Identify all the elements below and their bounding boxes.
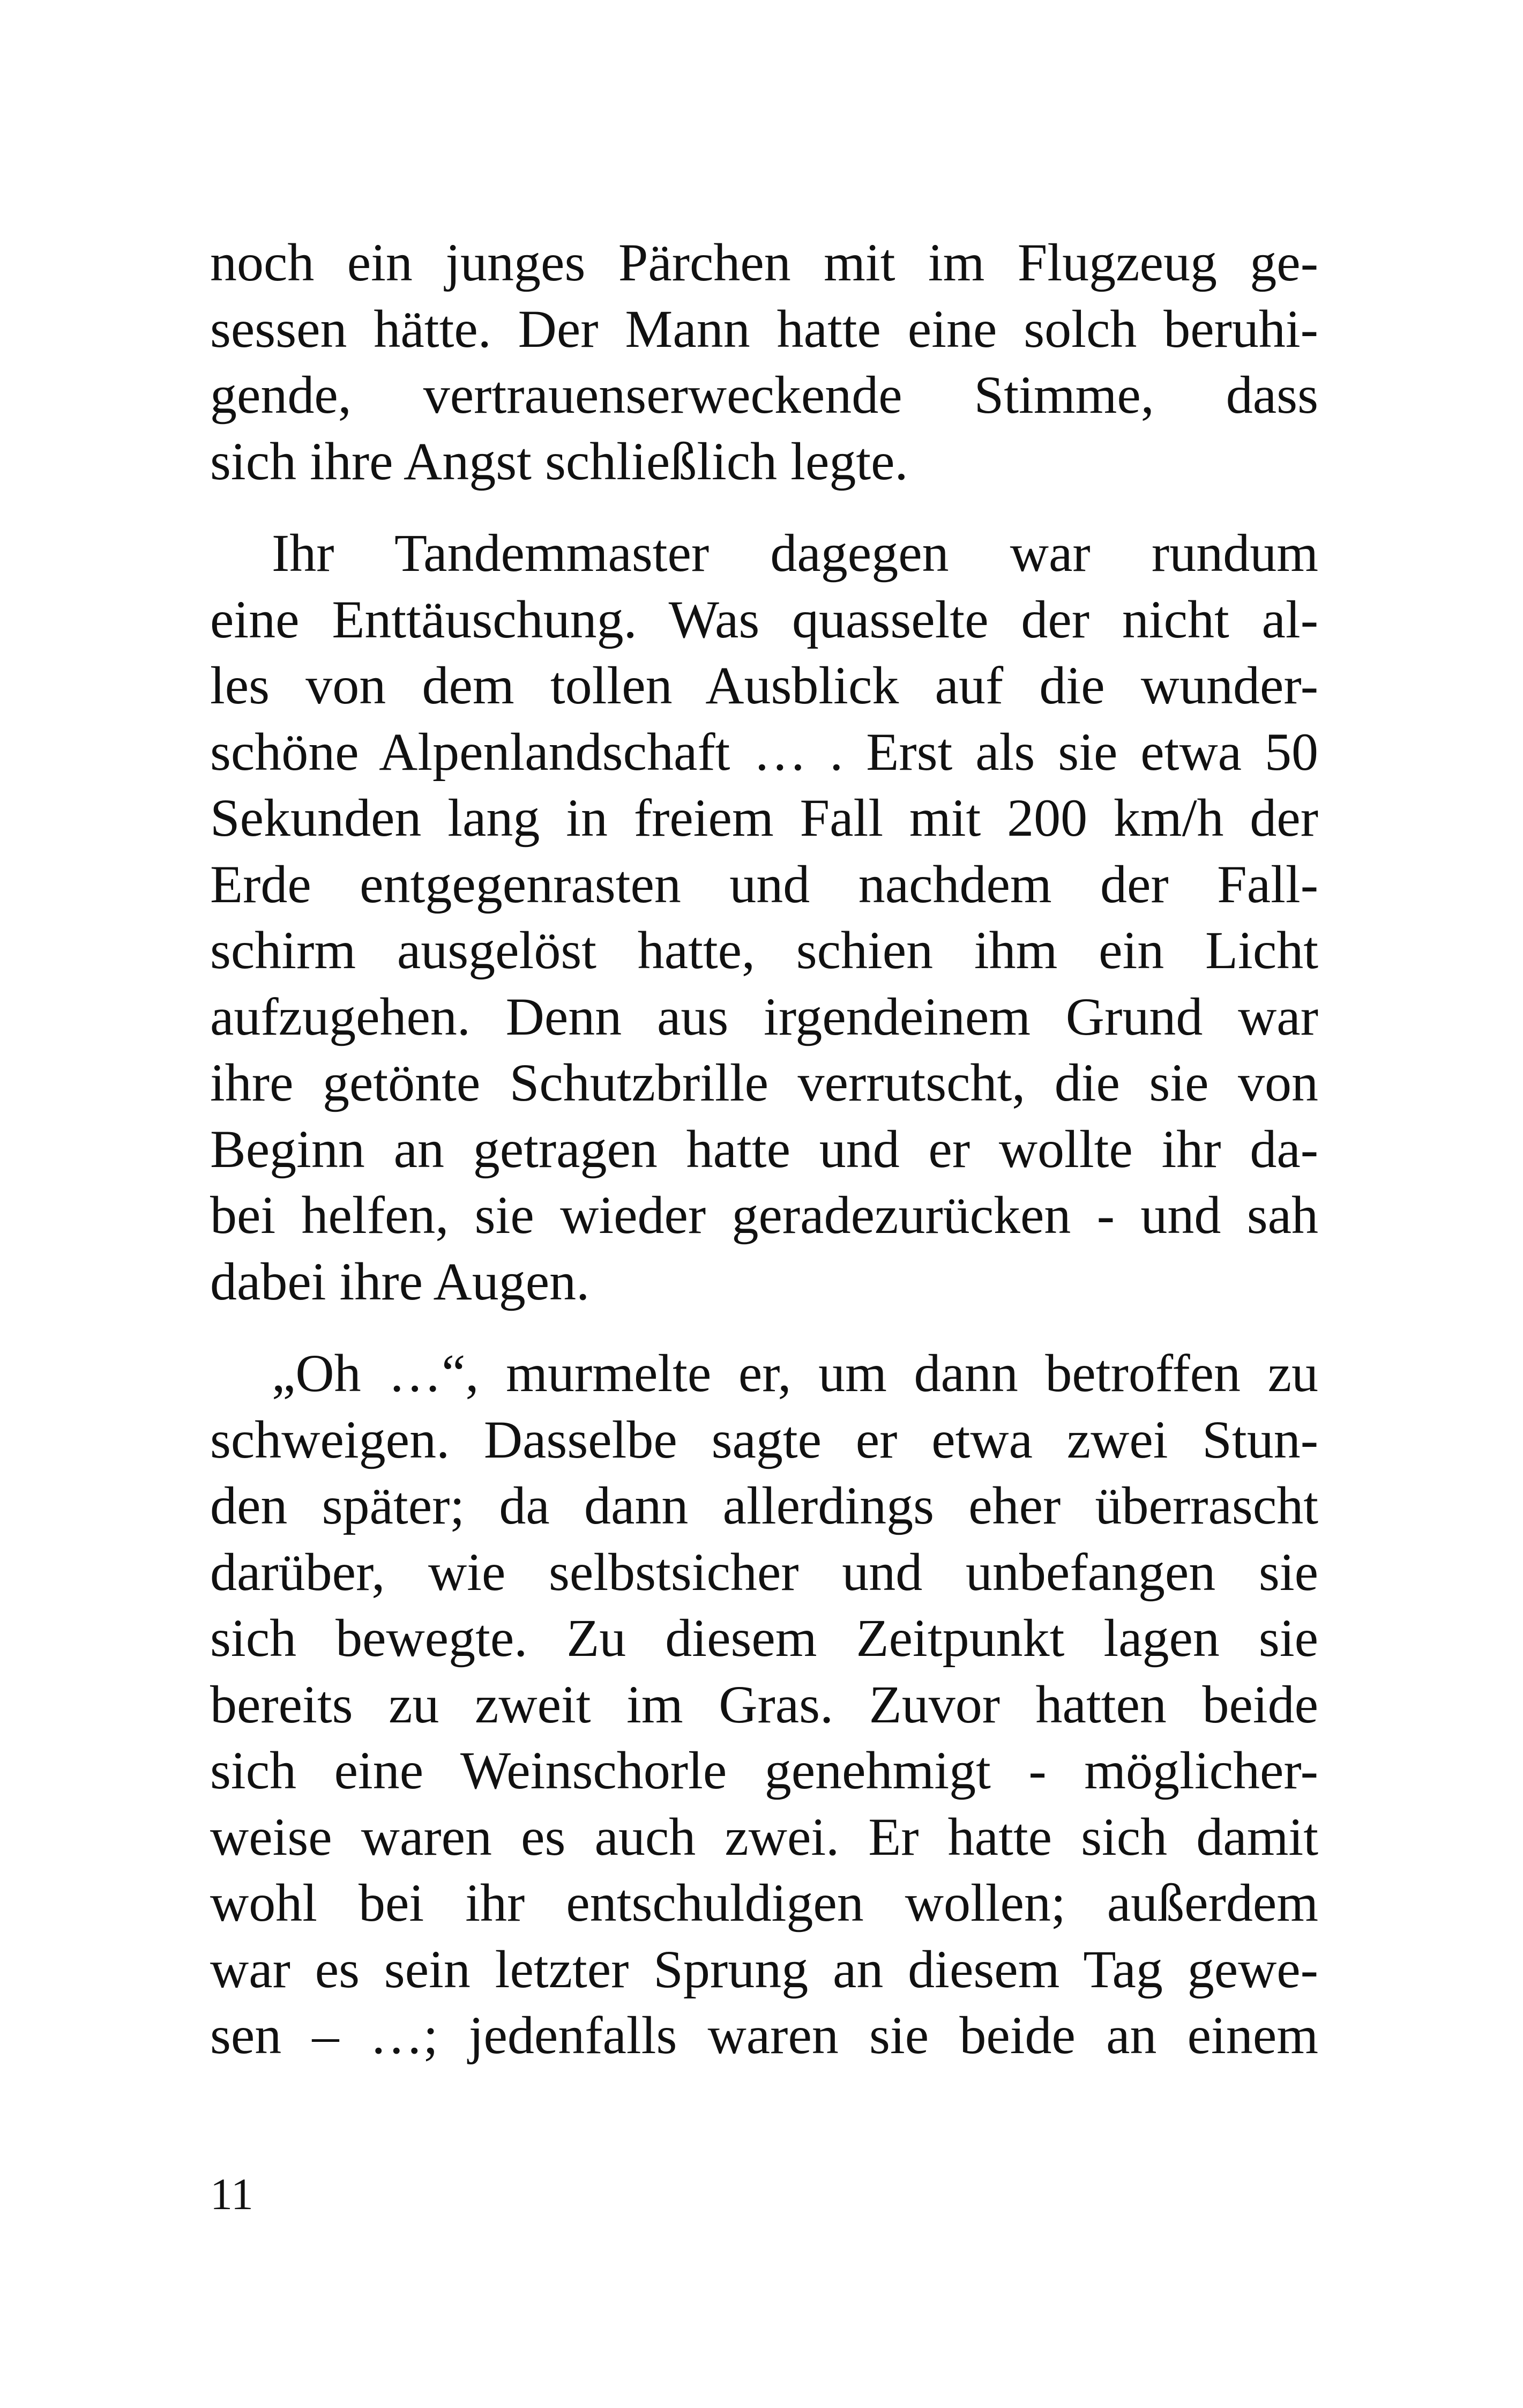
text-line: Sekunden lang in freiem Fall mit 200 km/h der: [210, 788, 1318, 848]
text-line: les von dem tollen Ausblick auf die wunder-: [210, 656, 1318, 715]
text-line: schöne Alpenlandschaft … . Erst als sie etwa 50: [210, 722, 1318, 782]
text-line: eine Enttäuschung. Was quasselte der nicht al-: [210, 589, 1318, 649]
text-line: Beginn an getragen hatte und er wollte ihr da-: [210, 1119, 1318, 1179]
text-line: dabei ihre Augen.: [210, 1251, 590, 1311]
text-line: sich eine Weinschorle genehmigt - möglicher-: [210, 1741, 1318, 1800]
paragraph-1: [210, 229, 1318, 494]
text-line: bereits zu zweit im Gras. Zuvor hatten beide: [210, 1674, 1318, 1734]
body-text: [210, 229, 1318, 2094]
text-line: schweigen. Dasselbe sagte er etwa zwei Stun-: [210, 1409, 1318, 1469]
text-line: sessen hätte. Der Mann hatte eine solch beruhi-: [210, 299, 1318, 359]
text-line: bei helfen, sie wieder geradezurücken - und sah: [210, 1185, 1318, 1245]
text-line: wohl bei ihr entschuldigen wollen; außerdem: [210, 1873, 1318, 1933]
text-line: gende, vertrauenserweckende Stimme, dass: [210, 365, 1318, 425]
text-line: „Oh …“, murmelte er, um dann betroffen zu: [272, 1343, 1318, 1403]
text-line: noch ein junges Pärchen mit im Flugzeug ge-: [210, 233, 1318, 292]
text-line: Erde entgegenrasten und nachdem der Fall-: [210, 854, 1318, 914]
text-line: Ihr Tandemmaster dagegen war rundum: [272, 523, 1318, 583]
text-line: schirm ausgelöst hatte, schien ihm ein Licht: [210, 920, 1318, 980]
page-number: 11: [210, 2169, 253, 2219]
text-line: sich ihre Angst schließlich legte.: [210, 431, 908, 491]
text-line: sich bewegte. Zu diesem Zeitpunkt lagen sie: [210, 1608, 1318, 1668]
paragraph-3: [210, 1340, 1318, 2069]
text-line: den später; da dann allerdings eher überrascht: [210, 1476, 1318, 1535]
text-line: ihre getönte Schutzbrille verrutscht, die sie von: [210, 1053, 1318, 1112]
text-line: war es sein letzter Sprung an diesem Tag gewe-: [210, 1939, 1318, 1999]
text-line: sen – …; jedenfalls waren sie beide an einem: [210, 2005, 1318, 2065]
paragraph-2: [210, 520, 1318, 1314]
text-line: aufzugehen. Denn aus irgendeinem Grund war: [210, 986, 1318, 1046]
text-line: weise waren es auch zwei. Er hatte sich damit: [210, 1807, 1318, 1867]
text-line: darüber, wie selbstsicher und unbefangen sie: [210, 1542, 1318, 1602]
